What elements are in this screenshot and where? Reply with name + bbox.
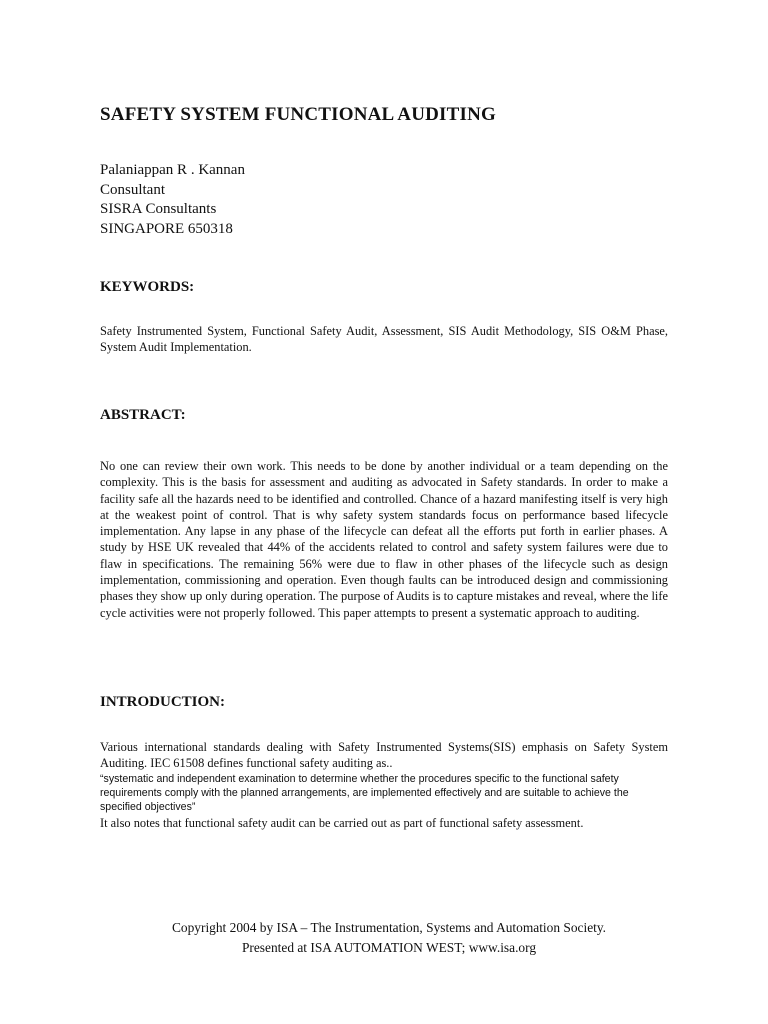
author-organization: SISRA Consultants: [100, 201, 217, 217]
abstract-heading: ABSTRACT:: [100, 407, 186, 423]
keywords-heading: KEYWORDS:: [100, 279, 195, 295]
author-role: Consultant: [100, 181, 166, 198]
page-footer: [0, 918, 768, 957]
author-block: [100, 161, 245, 239]
introduction-note: It also notes that functional safety audit can be carried out as part of functional safety assessment.: [100, 816, 584, 830]
author-name: Palaniappan R . Kannan: [100, 162, 245, 178]
introduction-heading: INTRODUCTION:: [100, 694, 226, 710]
keywords-text: Safety Instrumented System, Functional Safety Audit, Assessment, SIS Audit Methodology, SIS O&M Phase, System Audit Implementation.: [100, 324, 668, 355]
introduction-text: Various international standards dealing with Safety Instrumented Systems(SIS) emphasis on Safety System Auditing. IEC 61508 defines functional safety auditing as..: [100, 740, 668, 771]
paper-title: SAFETY SYSTEM FUNCTIONAL AUDITING: [100, 104, 496, 125]
iec-definition-quote: “systematic and independent examination to determine whether the procedures specific to the functional safety requirements comply with the planned arrangements, are implemented effectively and are suitable to achieve the specified objectives”: [100, 773, 629, 813]
footer-copyright: Copyright 2004 by ISA – The Instrumentation, Systems and Automation Society.: [171, 920, 607, 935]
abstract-text: No one can review their own work. This needs to be done by another individual or a team depending on the complexity. This is the basis for assessment and auditing as advocated in Safety standards. In order to make a facility safe all the hazards need to be identified and controlled. Chance of a hazard manifesting itself is very high at the weakest point of control. That is why safety system standards focus on performance based lifecycle implementation. Any lapse in any phase of the lifecycle can defeat all the efforts put forth in earlier phases. A study by HSE UK revealed that 44% of the accidents related to control and safety system failures were due to flaw in specifications. The remaining 56% were due to flaw in other phases of the lifecycle such as design implementation, commissioning and operation. Even though faults can be introduced design and commissioning phases they show up only during operation. The purpose of Audits is to capture mistakes and reveal, where the life cycle activities were not properly followed. This paper attempts to present a systematic approach to auditing.: [100, 459, 668, 620]
author-location: SINGAPORE 650318: [100, 220, 233, 237]
footer-presented: Presented at ISA AUTOMATION WEST; www.isa.org: [241, 939, 537, 955]
